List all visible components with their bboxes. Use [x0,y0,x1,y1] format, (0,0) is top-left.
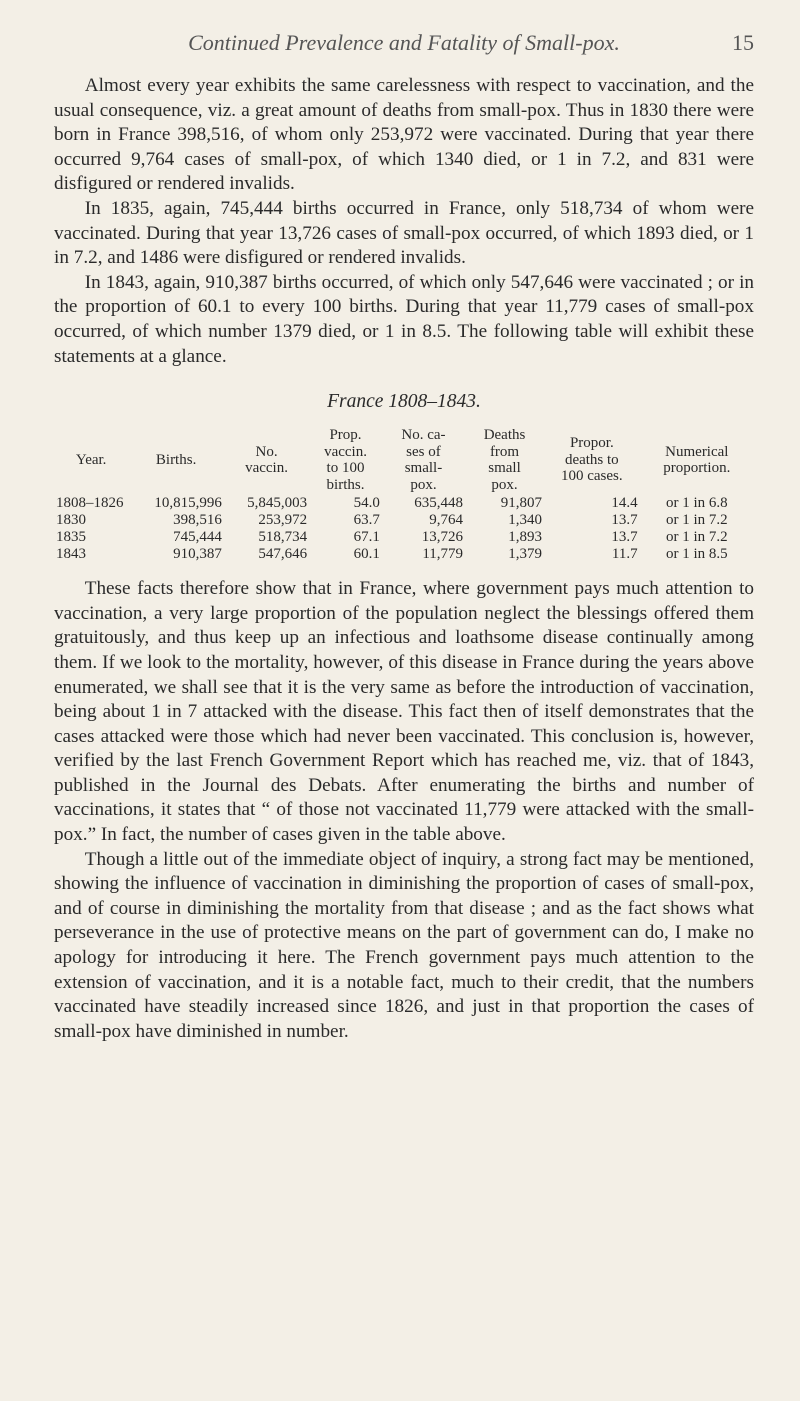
column-header-line: Year. [75,451,107,468]
page-number: 15 [732,30,754,55]
column-header-2 [224,427,309,495]
statistics-table [54,427,754,563]
paragraph-strong-fact: Though a little out of the immediate object of inquiry, a strong fact may be mentioned, showing the influence of vaccination in diminishing the proportion of cases of small-pox, and of course in diminishing the mortality from that disease ; and as the fact shows what perseverance in the use of protective means on the part of government can do, I make no apology for introducing it here. The French government pays much attention to the extension of vaccination, and it is a notable fact, much to their credit, that the numbers vaccinated have steadily increased since 1826, and just in that proportion the cases of small-pox have diminished in number. [54,848,754,1042]
table-cell: 253,972 [258,512,308,529]
running-head [54,30,754,74]
table-row [54,529,754,546]
table-cell: 398,516 [173,512,222,529]
table-cell: 1,340 [508,512,543,529]
table-cell: or 1 in 8.5 [665,546,728,563]
table-cell: or 1 in 6.8 [665,495,728,512]
table-cell: 13,726 [421,529,464,546]
column-header-line: No. [255,443,278,460]
table-cell: 745,444 [173,529,222,546]
table-cell: 13.7 [611,529,638,546]
column-header-line: deaths to [564,451,619,468]
table-cell: 518,734 [258,529,308,546]
column-header-line: to 100 [326,460,365,477]
table-cell: 67.1 [353,529,380,546]
paragraph-facts: These facts therefore show that in France, where government pays much attention to vaccination, a very large proportion of the population neglect the blessings offered them gratuitously, and thus keep up an infectious and loathsome disease continually among them. If we look to the mortality, however, of this disease in France during the years above enumerated, we shall see that it is the very same as before the introduction of vaccination, being about 1 in 7 attacked with the disease. This fact then of itself demonstrates that the cases attacked were those which had never been vaccinated. This conclusion is, however, verified by the last French Government Report which has reached me, viz. that of 1843, published in the Journal des Debats. After enumerating the births and number of vaccinations, it states that “ of those not vaccinated 11,779 were attacked with the small-pox.” In fact, the number of cases given in the table above. [54,578,754,846]
table-cell: 1808–1826 [56,495,124,512]
table-cell: 9,764 [429,512,464,529]
body-text-top [54,74,754,369]
column-header-line: vaccin. [245,460,288,477]
body-text-bottom [54,577,754,1044]
column-header-line: Numerical [665,443,729,460]
column-header-line: small- [404,460,443,477]
table-cell: 5,845,003 [247,495,308,512]
column-header-6 [544,427,640,495]
table-row [54,495,754,512]
book-page [54,30,754,1044]
column-header-line: ses of [406,443,441,460]
table-cell: 10,815,996 [154,495,222,512]
running-title: Continued Prevalence and Fatality of Small-pox. [188,30,620,55]
column-header-4 [382,427,465,495]
column-header-0 [54,427,128,495]
table-cell: or 1 in 7.2 [665,529,728,546]
column-header-line: Deaths [483,427,526,444]
table-cell: 635,448 [414,495,464,512]
table-body [54,495,754,563]
column-header-line: 100 cases. [560,468,623,485]
table-cell: 11.7 [611,546,638,563]
column-header-line: from [489,443,520,460]
table-cell: 1,379 [508,546,543,563]
column-header-line: vaccin. [324,443,367,460]
column-header-line: small [488,460,521,477]
table-header-row [54,427,754,495]
column-header-line: births. [326,476,365,493]
column-header-line: pox. [410,476,437,493]
table-cell: 1835 [56,529,86,546]
column-header-7 [640,427,754,495]
table-cell: 54.0 [353,495,380,512]
table-cell: 63.7 [353,512,380,529]
table-row [54,546,754,563]
column-header-line: Propor. [569,435,614,452]
table-title: France 1808–1843. [327,391,481,413]
table-cell: 14.4 [611,495,638,512]
table-cell: 13.7 [611,512,638,529]
table-row [54,512,754,529]
column-header-line: Prop. [329,427,362,444]
column-header-line: Births. [155,451,197,468]
column-header-1 [128,427,224,495]
table-cell: 11,779 [422,546,464,563]
table-cell: 547,646 [258,546,308,563]
column-header-5 [465,427,544,495]
column-header-line: pox. [491,476,518,493]
table-cell: 1830 [56,512,86,529]
table-cell: or 1 in 7.2 [665,512,728,529]
column-header-3 [309,427,382,495]
paragraph-1835: In 1835, again, 745,444 births occurred in France, only 518,734 of whom were vaccinated. During that year 13,726 cases of small-pox occurred, of which 1893 died, or 1 in 7.2, and 1486 were disfigured or rendered invalids. [54,197,754,269]
table-cell: 91,807 [500,495,543,512]
table-cell: 910,387 [173,546,222,563]
table-cell: 60.1 [353,546,380,563]
paragraph-1843: In 1843, again, 910,387 births occurred, of which only 547,646 were vaccinated ; or in the proportion of 60.1 to every 100 births. During that year 11,779 cases of small-pox occurred, of which number 1379 died, or 1 in 8.5. The following table will exhibit these statements at a glance. [54,271,754,367]
column-header-line: proportion. [663,460,731,477]
table-cell: 1843 [56,546,86,563]
column-header-line: No. ca- [401,427,446,444]
paragraph-1830: Almost every year exhibits the same carelessness with respect to vaccination, and the usual consequence, viz. a great amount of deaths from small-pox. Thus in 1830 there were born in France 398,516, of whom only 253,972 were vaccinated. During that year there occurred 9,764 cases of small-pox, of which 1340 died, or 1 in 7.2, and 831 were disfigured or rendered invalids. [54,75,754,195]
table-cell: 1,893 [508,529,543,546]
